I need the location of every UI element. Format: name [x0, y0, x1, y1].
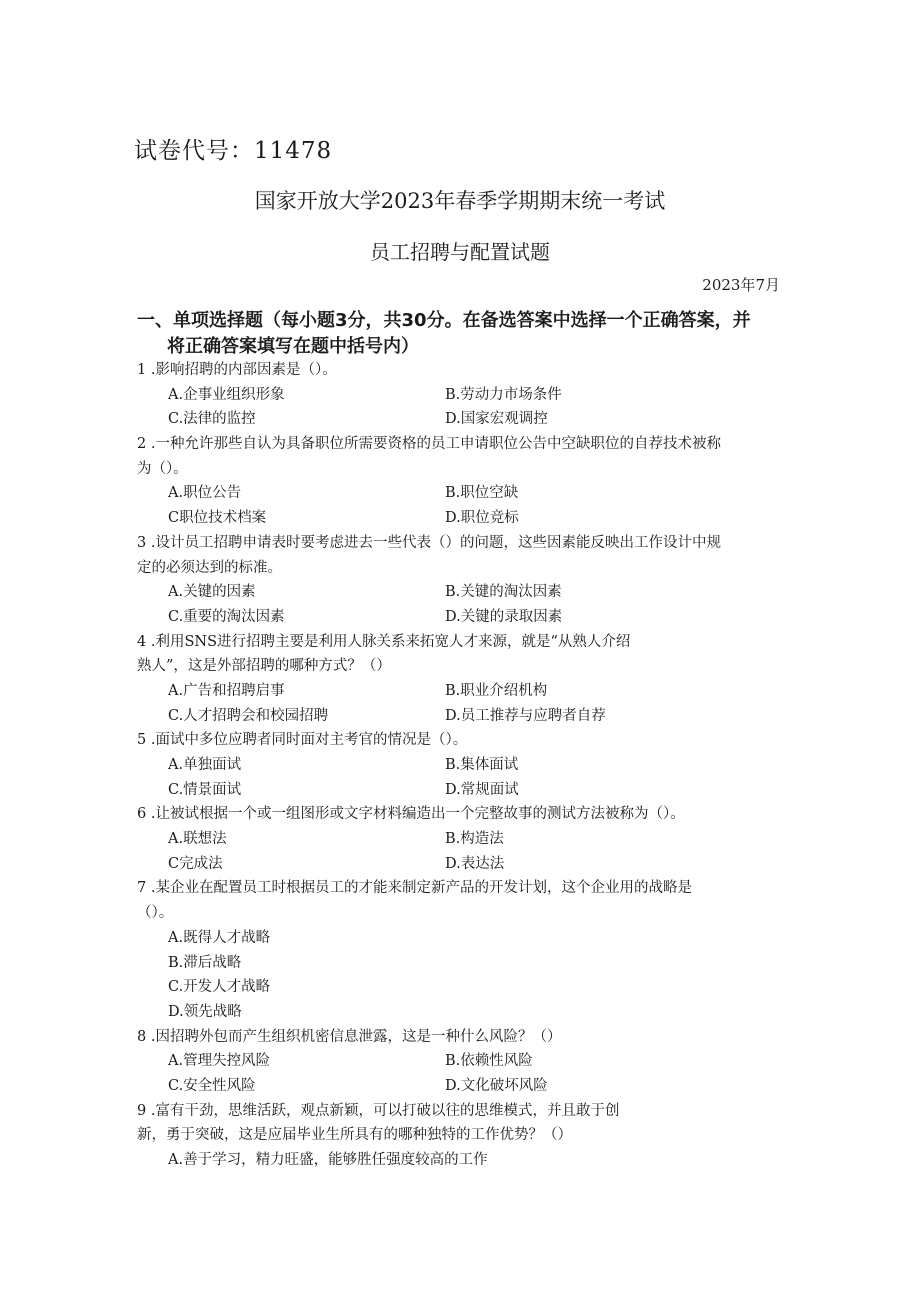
answer-option: D.国家宏观调控	[445, 411, 548, 428]
answer-option: C.情景面试	[168, 781, 242, 798]
question-stem: 为（）。	[137, 460, 188, 477]
answer-option: D.职位竞标	[445, 510, 519, 527]
option-row	[137, 1148, 787, 1173]
option-row	[137, 827, 787, 852]
question-list	[137, 358, 787, 1173]
answer-option: C.重要的淘汰因素	[168, 608, 285, 625]
answer-option: C.法律的监控	[168, 411, 256, 428]
answer-option: C.安全性风险	[168, 1077, 256, 1094]
answer-option: D.员工推荐与应聘者自荐	[445, 707, 606, 724]
answer-option: A.善于学习，精力旺盛，能够胜任强度较高的工作	[168, 1152, 488, 1168]
option-row	[137, 481, 787, 506]
question-item	[137, 802, 787, 876]
answer-option: B.职业介绍机构	[445, 682, 548, 699]
answer-option: A.管理失控风险	[168, 1053, 271, 1070]
answer-option: A.单独面试	[168, 757, 242, 773]
answer-option: C完成法	[168, 855, 223, 872]
answer-option: D.常规面试	[445, 781, 519, 798]
answer-option: A.既得人才战略	[168, 929, 271, 946]
question-stem: 2 .一种允许那些自认为具备职位所需要资格的员工申请职位公告中空缺职位的自荐技术被称	[137, 436, 721, 453]
question-stem: 4 .利用SNS进行招聘主要是利用人脉关系来拓宽人才来源，就是“从熟人介绍	[137, 633, 631, 650]
question-item	[137, 432, 787, 531]
exam-date: 2023年7月	[702, 276, 780, 294]
question-stem: 6 .让被试根据一个或一组图形或文字材料编造出一个完整故事的测试方法被称为（）。	[137, 806, 685, 823]
answer-option: D.关键的录取因素	[445, 608, 563, 625]
question-stem: 1 .影响招聘的内部因素是（）。	[137, 362, 337, 378]
question-stem: 定的必须达到的标准。	[137, 559, 282, 576]
answer-option: C.人才招聘会和校园招聘	[168, 707, 329, 724]
question-item	[137, 531, 787, 630]
option-row	[137, 1074, 787, 1099]
option-row	[137, 605, 787, 630]
answer-option: B.依赖性风险	[445, 1053, 533, 1070]
answer-option: B.职位空缺	[445, 485, 519, 502]
question-item	[137, 728, 787, 802]
answer-option: B.劳动力市场条件	[445, 386, 562, 403]
option-row	[137, 926, 787, 951]
exam-title: 国家开放大学2023年春季学期期末统一考试	[254, 189, 666, 213]
option-row	[137, 704, 787, 729]
answer-option: A.职位公告	[168, 485, 242, 502]
section-title: 一、单项选择题（每小题3分，共30分。在备选答案中选择一个正确答案，并	[137, 310, 751, 331]
paper-code: 试卷代号：11478	[134, 138, 333, 164]
option-row	[137, 975, 787, 1000]
option-row	[137, 580, 787, 605]
question-stem: 熟人”，这是外部招聘的哪种方式？（）	[137, 658, 391, 675]
answer-option: A.关键的因素	[168, 584, 256, 601]
section-heading	[137, 308, 787, 360]
answer-option: D.文化破坏风险	[445, 1077, 548, 1094]
option-row	[137, 679, 787, 704]
question-stem: 7 .某企业在配置员工时根据员工的才能来制定新产品的开发计划，这个企业用的战略是	[137, 880, 692, 897]
answer-option: A.广告和招聘启事	[168, 682, 285, 699]
answer-option: A.企事业组织形象	[168, 386, 285, 403]
question-stem: 5 .面试中多位应聘者同时面对主考官的情况是（）。	[137, 732, 468, 749]
option-row	[137, 506, 787, 531]
option-row	[137, 951, 787, 976]
option-row	[137, 852, 787, 877]
answer-option: A.联想法	[168, 831, 227, 848]
question-stem: 9 .富有干劲，思维活跃，观点新颖，可以打破以往的思维模式，并且敢于创	[137, 1102, 620, 1119]
option-row	[137, 753, 787, 778]
option-row	[137, 383, 787, 408]
question-item	[137, 1099, 787, 1173]
answer-option: B.集体面试	[445, 757, 519, 773]
answer-option: B.构造法	[445, 831, 504, 848]
question-stem: 8 .因招聘外包而产生组织机密信息泄露，这是一种什么风险？（）	[137, 1028, 562, 1045]
section-title-continued: 将正确答案填写在题中括号内）	[167, 336, 419, 357]
question-item	[137, 358, 787, 432]
question-item	[137, 1025, 787, 1099]
option-row	[137, 1049, 787, 1074]
answer-option: B.关键的淘汰因素	[445, 584, 562, 601]
answer-option: D.领先战略	[168, 1003, 242, 1020]
answer-option: B.滞后战略	[168, 954, 242, 971]
question-item	[137, 876, 787, 1024]
question-stem: 新，勇于突破，这是应届毕业生所具有的哪种独特的工作优势？（）	[137, 1127, 572, 1144]
answer-option: C.开发人才战略	[168, 979, 271, 996]
answer-option: D.表达法	[445, 855, 505, 872]
question-item	[137, 630, 787, 729]
option-row	[137, 778, 787, 803]
question-stem: 3 .设计员工招聘申请表时要考虑进去一些代表（）的问题，这些因素能反映出工作设计中规	[137, 534, 721, 551]
subject-title: 员工招聘与配置试题	[370, 240, 550, 264]
question-stem: （）。	[137, 905, 174, 922]
option-row	[137, 1000, 787, 1025]
option-row	[137, 407, 787, 432]
answer-option: C职位技术档案	[168, 510, 267, 527]
